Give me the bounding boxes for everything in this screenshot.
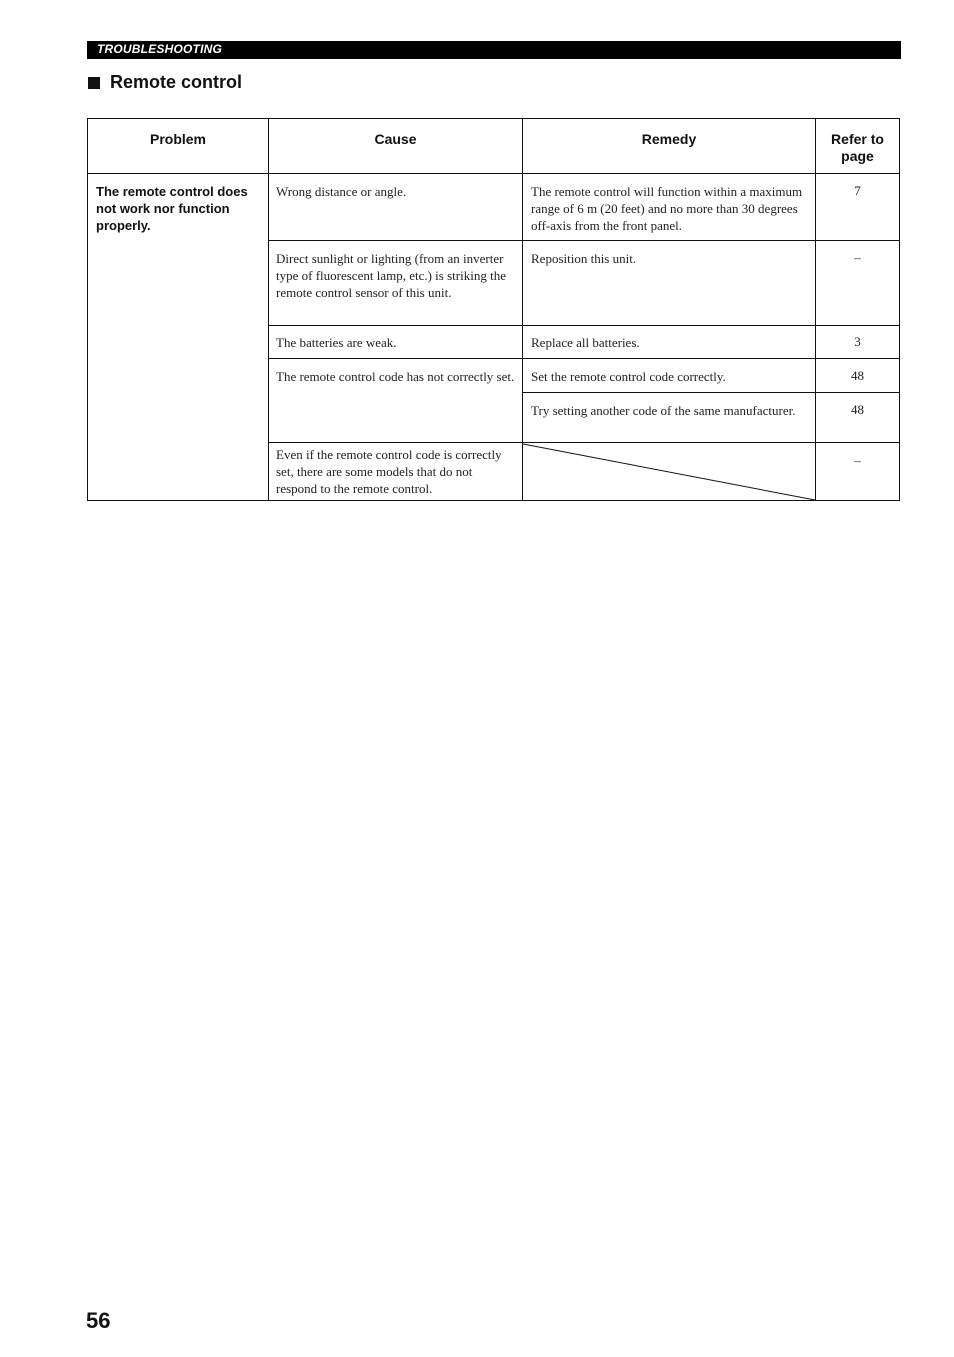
cause-text: The batteries are weak. — [276, 335, 397, 350]
remedy-text: The remote control will function within a maximum range of 6 m (20 feet) and no more than 30 degrees off-axis from the front panel. — [531, 184, 803, 233]
header-remedy: Remedy — [641, 131, 697, 147]
header-refer-to-page: Refer to page — [831, 131, 884, 164]
section-header-bar — [87, 41, 901, 59]
page-ref: 7 — [854, 183, 861, 198]
empty-cell-diagonal — [523, 443, 815, 501]
page-number: 56 — [86, 1308, 111, 1333]
remedy-text: Replace all batteries. — [531, 335, 640, 350]
page-ref: – — [854, 453, 861, 468]
page-ref: 3 — [854, 334, 861, 349]
page-ref: 48 — [851, 402, 864, 417]
troubleshooting-table — [87, 118, 900, 501]
remedy-text: Try setting another code of the same manufacturer. — [531, 403, 796, 418]
cause-text: Even if the remote control code is correctly set, there are some models that do not respond to the remote control. — [276, 447, 502, 496]
cause-text: Wrong distance or angle. — [276, 184, 407, 199]
remedy-text: Set the remote control code correctly. — [531, 369, 726, 384]
cause-text: Direct sunlight or lighting (from an inverter type of fluorescent lamp, etc.) is striking the remote control sensor of this unit. — [276, 251, 506, 300]
page-ref: – — [854, 250, 861, 265]
header-problem: Problem — [149, 131, 206, 147]
problem-text: The remote control does not work nor function properly. — [96, 184, 248, 233]
page-ref: 48 — [851, 368, 864, 383]
section-header-label: TROUBLESHOOTING — [97, 42, 222, 56]
section-title-text: Remote control — [110, 72, 243, 92]
cause-text: The remote control code has not correctly set. — [276, 369, 515, 384]
square-bullet-icon — [88, 77, 100, 89]
header-cause: Cause — [374, 131, 417, 147]
section-title — [88, 72, 242, 93]
remedy-text: Reposition this unit. — [531, 251, 637, 266]
